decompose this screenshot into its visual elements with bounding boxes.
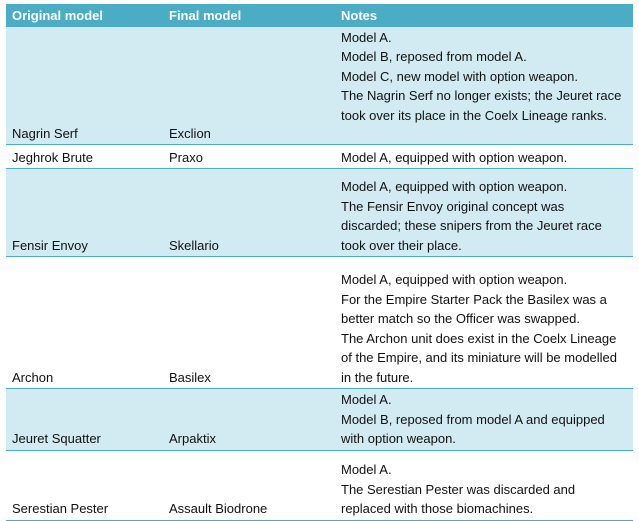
notes-cell	[335, 257, 633, 389]
header-notes: Notes	[335, 4, 633, 27]
final-model-cell: Praxo	[163, 145, 335, 169]
final-model-cell: Skellario	[163, 169, 335, 257]
original-model-cell: Archon	[6, 257, 163, 389]
notes-cell	[335, 145, 633, 169]
notes-cell	[335, 27, 633, 145]
note-line: The Fensir Envoy original concept was discarded; these snipers from the Jeuret race took over their place.	[341, 198, 602, 253]
note-line: For the Empire Starter Pack the Basilex was a better match so the Officer was swapped.	[341, 291, 607, 326]
table-row	[6, 169, 633, 257]
original-model-cell: Nagrin Serf	[6, 27, 163, 145]
original-model-cell: Jeghrok Brute	[6, 145, 163, 169]
original-model-cell: Serestian Pester	[6, 450, 163, 520]
original-model-cell: Fensir Envoy	[6, 169, 163, 257]
final-model-cell: Basilex	[163, 257, 335, 389]
original-model-cell: Jeuret Squatter	[6, 389, 163, 451]
note-line: Model A, equipped with option weapon.	[341, 149, 568, 165]
table-row	[6, 389, 633, 451]
header-original-model: Original model	[6, 4, 163, 27]
note-line: The Archon unit does exist in the Coelx Lineage of the Empire, and its miniature will be modelled in the future.	[341, 330, 618, 385]
table-row	[6, 27, 633, 145]
final-model-cell: Exclion	[163, 27, 335, 145]
note-line: The Nagrin Serf no longer exists; the Jeuret race took over its place in the Coelx Lineage ranks.	[341, 88, 622, 123]
final-model-cell: Arpaktix	[163, 389, 335, 451]
table-row	[6, 257, 633, 389]
note-line: Model A.	[341, 29, 392, 45]
final-model-cell: Assault Biodrone	[163, 450, 335, 520]
models-table	[6, 4, 633, 521]
table-row	[6, 145, 633, 169]
note-line: Model A.	[341, 462, 392, 477]
note-line: Model A, equipped with option weapon.	[341, 272, 568, 287]
note-line: Model C, new model with option weapon.	[341, 68, 579, 84]
notes-cell	[335, 389, 633, 451]
note-line: Model A.	[341, 392, 392, 407]
note-line: Model B, reposed from model A.	[341, 49, 527, 64]
note-line: Model B, reposed from model A and equipped with option weapon.	[341, 411, 605, 446]
note-line: Model A, equipped with option weapon.	[341, 179, 568, 194]
notes-cell	[335, 169, 633, 257]
note-line: The Serestian Pester was discarded and replaced with those biomachines.	[341, 481, 576, 516]
header-row	[6, 4, 633, 27]
header-final-model: Final model	[163, 4, 335, 27]
notes-cell	[335, 450, 633, 520]
table-row	[6, 450, 633, 520]
